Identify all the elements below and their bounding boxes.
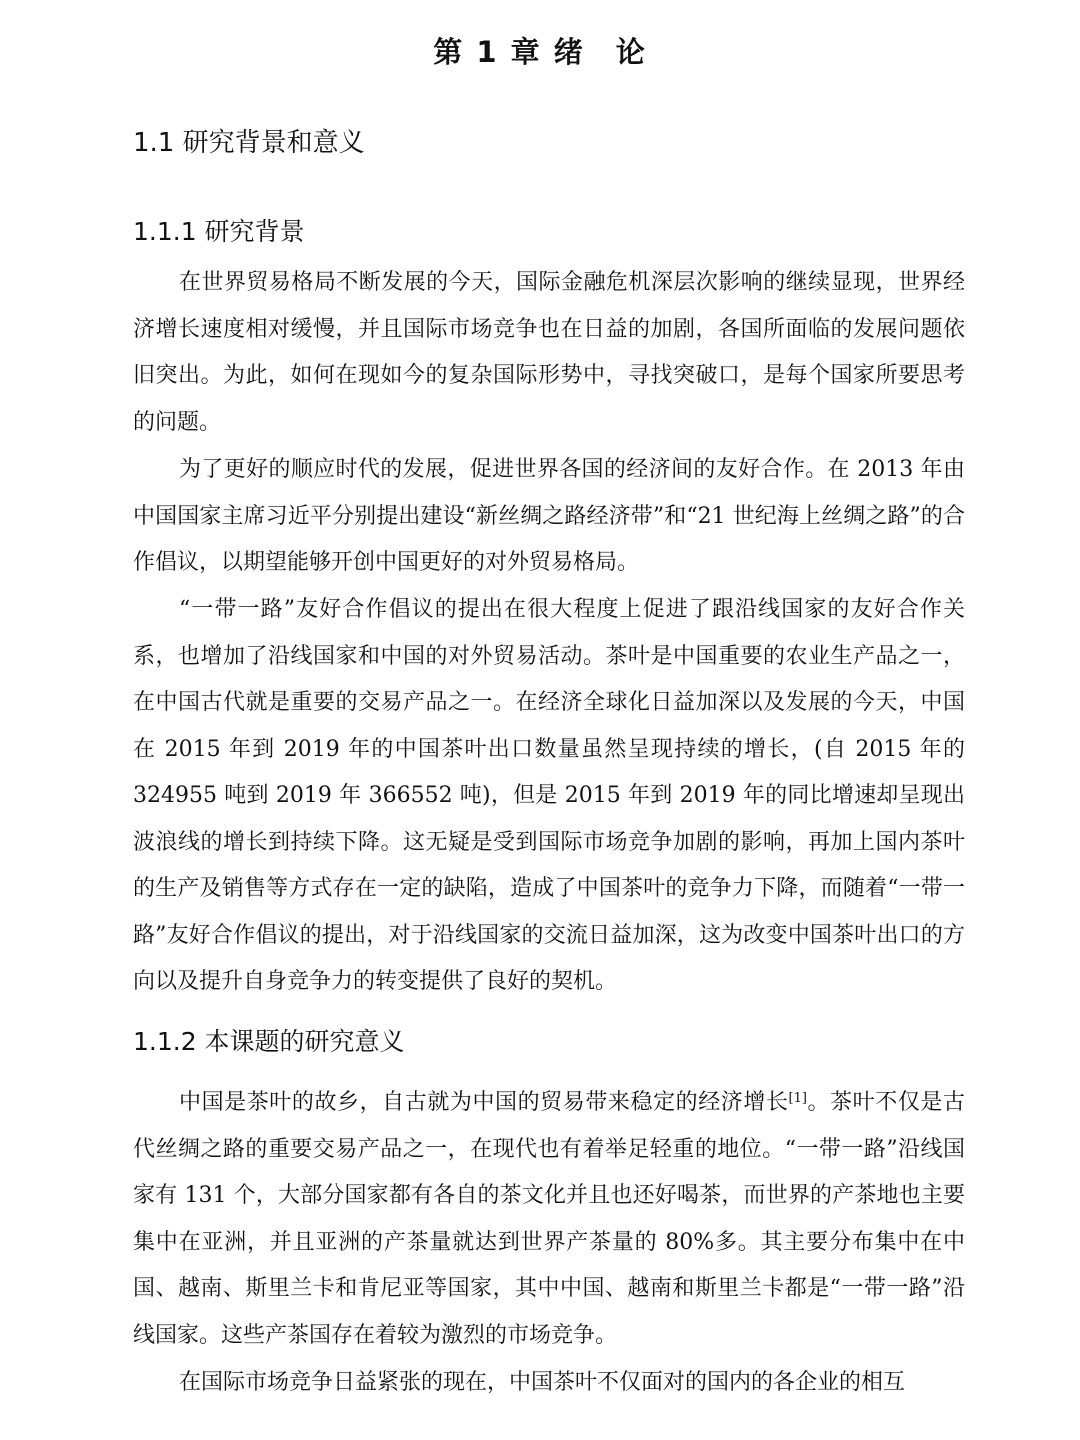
citation-reference: [1]	[788, 1091, 807, 1106]
section-heading-1-1: 1.1 研究背景和意义	[133, 128, 365, 158]
paragraph-significance-1-text-b: 。茶叶不仅是古代丝绸之路的重要交易产品之一，在现代也有着举足轻重的地位。“一带一路”沿线国家有 131 个，大部分国家都有各自的茶文化并且也还好喝茶，而世界的产茶地也主要集中在亚洲，并且亚洲的产茶量就达到世界产茶量的 80%多。其主要分布集中在中国、越南、斯里兰卡和肯尼亚等国家，其中中国、越南和斯里兰卡都是“一带一路”沿线国家。这些产茶国存在着较为激烈的市场竞争。	[133, 1090, 965, 1348]
paragraph-significance-1	[133, 1080, 965, 1359]
paragraph-background-1: 在世界贸易格局不断发展的今天，国际金融危机深层次影响的继续显现，世界经济增长速度相对缓慢，并且国际市场竞争也在日益的加剧，各国所面临的发展问题依旧突出。为此，如何在现如今的复杂国际形势中，寻找突破口，是每个国家所要思考的问题。	[133, 270, 965, 435]
paragraph-background-3: “一带一路”友好合作倡议的提出在很大程度上促进了跟沿线国家的友好合作关系，也增加了沿线国家和中国的对外贸易活动。茶叶是中国重要的农业生产品之一，在中国古代就是重要的交易产品之一。在经济全球化日益加深以及发展的今天，中国在 2015 年到 2019 年的中国茶叶出口数量虽然呈现持续的增长，(自 2015 年的 324955 吨到 2019 年 366552 吨)，但是 2015 年到 2019 年的同比增速却呈现出波浪线的增长到持续下降。这无疑是受到国际市场竞争加剧的影响，再加上国内茶叶的生产及销售等方式存在一定的缺陷，造成了中国茶叶的竞争力下降，而随着“一带一路”友好合作倡议的提出，对于沿线国家的交流日益加深，这为改变中国茶叶出口的方向以及提升自身竞争力的转变提供了良好的契机。	[133, 597, 965, 994]
paragraph-background-2: 为了更好的顺应时代的发展，促进世界各国的经济间的友好合作。在 2013 年由中国国家主席习近平分别提出建设“新丝绸之路经济带”和“21 世纪海上丝绸之路”的合作倡议，以期望能够开创中国更好的对外贸易格局。	[133, 457, 965, 575]
section-heading-1-1-1: 1.1.1 研究背景	[133, 217, 305, 246]
chapter-title: 第 1 章 绪 论	[433, 35, 647, 69]
section-heading-1-1-2: 1.1.2 本课题的研究意义	[133, 1027, 405, 1056]
paragraph-significance-1-text-a: 中国是茶叶的故乡，自古就为中国的贸易带来稳定的经济增长	[179, 1090, 789, 1115]
paragraph-significance-2: 在国际市场竞争日益紧张的现在，中国茶叶不仅面对的国内的各企业的相互	[179, 1370, 906, 1395]
